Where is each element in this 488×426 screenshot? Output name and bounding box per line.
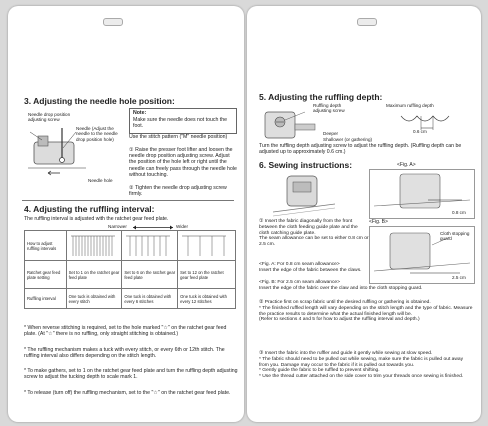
fig-a-instructions: <Fig. A: For 0.8 cm seam allowance> Insert the edge of the fabric between the claws. [259, 262, 362, 273]
hang-hole [357, 18, 377, 26]
section-3-title: 3. Adjusting the needle hole position: [24, 96, 175, 106]
ruffle-mechanism-note: * The ruffling mechanism makes a tuck with every stitch, or every 6th or 12th stitch. The ruffling interval also differs depending on the stitch length. [24, 347, 225, 360]
max-depth-dimension: 0.6 cm [413, 129, 427, 134]
fig-b-label: <Fig. B> [369, 219, 388, 225]
fig-a-label: <Fig. A> [397, 162, 416, 168]
interval-6: One tuck is obtained with every 6 stitches [122, 289, 178, 309]
sewing-foot-illustration [273, 172, 335, 220]
ruffle-medium-illustration [124, 232, 172, 258]
interval-12: One tuck is obtained with every 12 stitches [178, 289, 236, 309]
divider [22, 200, 234, 201]
deeper-label: Deeper [323, 131, 339, 136]
row-label-adjust: How to adjust ruffling intervals [25, 231, 67, 261]
interval-1: One tuck is obtained with every stitch [66, 289, 122, 309]
depth-screw-label: Ruffling depth adjusting screw [313, 103, 345, 114]
gathers-note: * To make gathers, set to 1 on the ratchet gear feed plate and turn the ruffling depth adjusting screw to adjust the tucking depth to scale mark 1. [24, 368, 238, 381]
needle-hole-illustration [26, 128, 118, 180]
wider-label: Wider [176, 224, 188, 229]
max-depth-diagram [399, 112, 459, 136]
needle-label: Needle (Adjust the needle to the needle drop position hole) [76, 126, 118, 142]
shallower-label: Shallower (or gathering) [323, 137, 373, 142]
note-box [129, 108, 237, 134]
narrower-label: Narrower [108, 224, 127, 229]
step-2-text: ② Tighten the needle drop adjusting screw firmly. [129, 185, 227, 198]
step-1-text: ① Raise the presser foot lifter and loosen the needle drop position adjusting screw. Adjust the position of the hole left or right until the needle can freely pass through the needle hole without touching. [129, 147, 237, 178]
cloth-guard-label: Cloth stopping guard [440, 231, 470, 242]
setting-12: Set to 12 on the ratchet gear feed plate [178, 261, 236, 289]
fig-b-instructions: <Fig. B: For 2.5 cm seam allowance> Insert the edge of the fabric over the claw and into the cloth stopping guard. [259, 280, 423, 291]
stitch-pattern-text: Use the stitch pattern ("M" needle position) [129, 134, 228, 140]
setting-1: Set to 1 on the ratchet gear feed plate [66, 261, 122, 289]
note-title: Note: [133, 110, 147, 116]
hang-hole [103, 18, 123, 26]
fig-b-box [369, 226, 475, 284]
sewing-step-1: ① Insert the fabric diagonally from the front between the cloth feeding guide plate and the cloth catching guide plate. The seam allowance can be set to either 0.8 cm or 2.5 cm. [259, 219, 369, 248]
row-label-interval: Ruffling interval [25, 289, 67, 309]
fabric-sample-6 [122, 231, 178, 261]
ruffling-intro: The ruffling interval is adjusted with the ratchet gear feed plate. [24, 216, 169, 222]
fig-a-box [369, 169, 475, 219]
release-note: * To release (turn off) the ruffling mechanism, set to the "☆" on the ratchet gear feed plate. [24, 390, 231, 396]
note-text: Make sure the needle does not touch the foot. [133, 117, 228, 130]
ruffle-dense-illustration [69, 232, 117, 258]
section-5-title: 5. Adjusting the ruffling depth: [259, 92, 383, 102]
fabric-sample-1 [66, 231, 122, 261]
depth-screw-illustration [259, 104, 321, 148]
section-4-title: 4. Adjusting the ruffling interval: [24, 204, 155, 214]
fabric-sample-12 [178, 231, 236, 261]
section-6-title: 6. Sewing instructions: [259, 160, 353, 170]
left-instruction-card [8, 6, 244, 422]
sewing-step-2: ② Practice first on scrap fabric until the desired ruffling or gathering is obtained. * The finished ruffled length will vary depending on the stitch length and the type of fabric. Measure the practice results to determine what the actual finished length will be. (Refer to sections 4 and 5 for how to adjust the ruffling interval and depth.) [259, 300, 473, 323]
ruffling-table [24, 230, 236, 309]
max-depth-label: Maximum ruffling depth [386, 103, 434, 108]
needle-drop-screw-label: Needle drop position adjusting screw [28, 112, 71, 123]
fig-a-dimension: 0.8 cm [452, 210, 466, 215]
fig-b-dimension: 2.5 cm [452, 275, 466, 280]
row-label-setting: Ratchet gear feed plate setting [25, 261, 67, 289]
reverse-stitch-note: * When reverse stitching is required, set to the hole marked "☆" on the ratchet gear feed plate. (At "☆" there is no ruffling, only straight stitching is obtained.) [24, 325, 227, 338]
needle-hole-label: Needle hole [88, 178, 113, 183]
sewing-step-3: ③ Insert the fabric into the ruffler and guide it gently while sewing at slow speed. * The fabric should need to be pulled out while sewing, make sure the fabric is pulled out away from you. Damage may occur to the fabric if it is pulled out towards you. * Gently guide the fabric to be ruffled to prevent shifting. * Use the thread cutter attached on the side cover to trim your threads once sewing is finished. [259, 351, 464, 380]
right-instruction-card [247, 6, 481, 422]
depth-instructions: Turn the ruffling depth adjusting screw to adjust the ruffling depth. (Ruffling depth can be adjusted up to approximately 0.6 cm.) [259, 143, 462, 156]
setting-6: Set to 6 on the ratchet gear feed plate [122, 261, 178, 289]
ruffle-wide-illustration [180, 232, 228, 258]
